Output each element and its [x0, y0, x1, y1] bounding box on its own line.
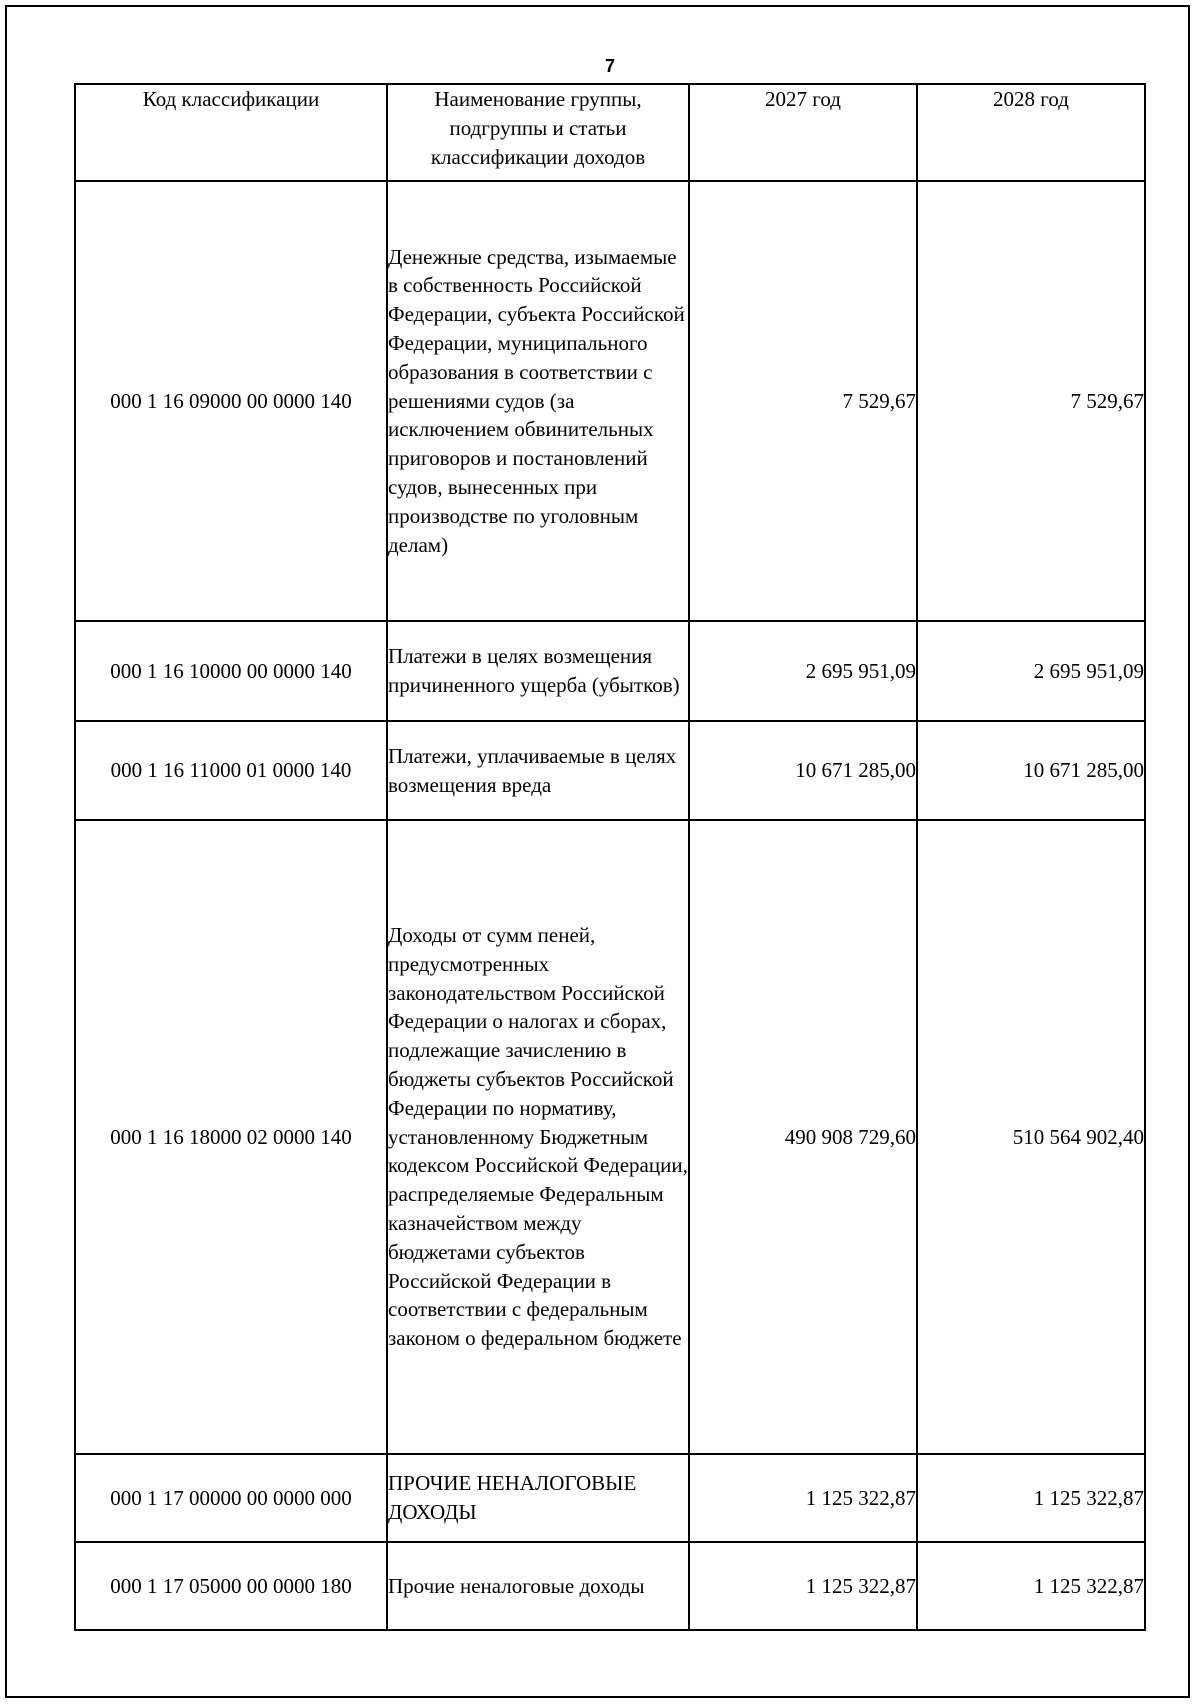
row-value-2027: 7 529,67 — [689, 181, 917, 621]
row-name: Платежи в целях возмещения причиненного ущерба (убытков) — [387, 621, 689, 721]
row-name: Денежные средства, изымаемые в собственность Российской Федерации, субъекта Российской Федерации, муниципального образования в соответствии с решениями судов (за исключением обвинительных приговоров и постановлений судов, вынесенных при производстве по уголовным делам) — [387, 181, 689, 621]
page-number: 7 — [604, 56, 615, 76]
row-value-2027: 1 125 322,87 — [689, 1542, 917, 1630]
row-name: Прочие неналоговые доходы — [387, 1542, 689, 1630]
row-name: ПРОЧИЕ НЕНАЛОГОВЫЕ ДОХОДЫ — [387, 1454, 689, 1542]
row-value-2028: 1 125 322,87 — [917, 1542, 1145, 1630]
table-row — [75, 621, 1145, 721]
row-value-2028: 2 695 951,09 — [917, 621, 1145, 721]
row-value-2028: 510 564 902,40 — [917, 820, 1145, 1454]
row-code: 000 1 16 10000 00 0000 140 — [75, 621, 387, 721]
row-code: 000 1 17 00000 00 0000 000 — [75, 1454, 387, 1542]
row-name: Доходы от сумм пеней, предусмотренных законодательством Российской Федерации о налогах и сборах, подлежащие зачислению в бюджеты субъектов Российской Федерации по нормативу, установленному Бюджетным кодексом Российской Федерации, распределяемые Федеральным казначейством между бюджетами субъектов Российской Федерации в соответствии с федеральным законом о федеральном бюджете — [387, 820, 689, 1454]
row-value-2027: 490 908 729,60 — [689, 820, 917, 1454]
row-code: 000 1 17 05000 00 0000 180 — [75, 1542, 387, 1630]
row-name: Платежи, уплачиваемые в целях возмещения вреда — [387, 721, 689, 820]
header-code: Код классификации — [75, 84, 387, 181]
row-value-2027: 10 671 285,00 — [689, 721, 917, 820]
row-value-2027: 1 125 322,87 — [689, 1454, 917, 1542]
row-code: 000 1 16 11000 01 0000 140 — [75, 721, 387, 820]
table-row — [75, 1542, 1145, 1630]
row-value-2028: 10 671 285,00 — [917, 721, 1145, 820]
header-year-2027: 2027 год — [689, 84, 917, 181]
row-value-2028: 7 529,67 — [917, 181, 1145, 621]
header-year-2028: 2028 год — [917, 84, 1145, 181]
table-row — [75, 1454, 1145, 1542]
table-row — [75, 820, 1145, 1454]
row-value-2028: 1 125 322,87 — [917, 1454, 1145, 1542]
income-table — [74, 83, 1146, 1631]
row-value-2027: 2 695 951,09 — [689, 621, 917, 721]
table-header-row — [75, 84, 1145, 181]
table-row — [75, 181, 1145, 621]
header-name: Наименование группы, подгруппы и статьи классификации доходов — [387, 84, 689, 181]
row-code: 000 1 16 09000 00 0000 140 — [75, 181, 387, 621]
table-row — [75, 721, 1145, 820]
row-code: 000 1 16 18000 02 0000 140 — [75, 820, 387, 1454]
